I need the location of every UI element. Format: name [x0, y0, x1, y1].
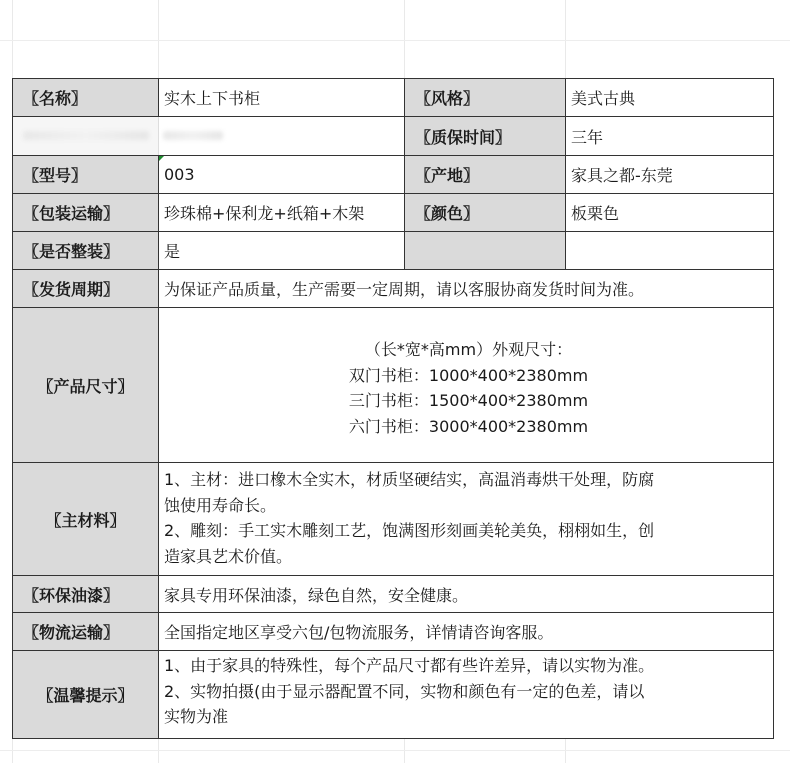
label-logistics: 〖物流运输〗 [13, 613, 159, 650]
value-material [159, 463, 773, 575]
value-color: 板栗色 [566, 194, 773, 231]
value-style: 美式古典 [566, 79, 773, 116]
label-tips: 〖温馨提示〗 [13, 651, 159, 738]
table-row [13, 308, 773, 463]
material-line: 2、雕刻：手工实木雕刻工艺，饱满图形刻画美轮美奂，栩栩如生，创 [164, 521, 655, 540]
table-row [13, 576, 773, 613]
cell-marker [159, 156, 164, 161]
label-packaging: 〖包装运输〗 [13, 194, 159, 231]
material-line: 蚀使用寿命长。 [164, 495, 277, 515]
label-color: 〖颜色〗 [405, 194, 566, 231]
value-shipping-cycle: 为保证产品质量，生产需要一定周期，请以客服协商发货时间为准。 [159, 270, 773, 307]
table-row [13, 651, 773, 738]
tips-line: 实物为准 [164, 707, 229, 726]
value-dimensions [159, 308, 773, 462]
table-row [13, 613, 773, 651]
label-model: 〖型号〗 [13, 156, 159, 193]
value-model [159, 156, 405, 193]
table-row [13, 270, 773, 308]
label-dimensions: 〖产品尺寸〗 [13, 308, 159, 462]
material-line: 1、主材：进口橡木全实木，材质坚硬结实，高温消毒烘干处理，防腐 [164, 470, 655, 489]
label-style: 〖风格〗 [405, 79, 566, 116]
value-tips [159, 651, 773, 738]
tips-line: 1、由于家具的特殊性，每个产品尺寸都有些许差异，请以实物为准。 [164, 656, 655, 675]
dimension-line: 六门书柜：3000*400*2380mm [348, 416, 589, 436]
product-spec-table [12, 78, 774, 739]
label-assembled: 〖是否整装〗 [13, 232, 159, 269]
tips-line: 2、实物拍摄(由于显示器配置不同，实物和颜色有一定的色差，请以 [164, 681, 645, 701]
label-shipping-cycle: 〖发货周期〗 [13, 270, 159, 307]
dimension-line: 双门书柜：1000*400*2380mm [348, 365, 589, 385]
label-name: 〖名称〗 [13, 79, 159, 116]
value-logistics: 全国指定地区享受六包/包物流服务，详情请咨询客服。 [159, 613, 773, 650]
table-row [13, 117, 773, 156]
table-row [13, 232, 773, 270]
label-paint: 〖环保油漆〗 [13, 576, 159, 612]
label-warranty: 〖质保时间〗 [405, 117, 566, 155]
value-warranty: 三年 [566, 117, 773, 155]
label-origin: 〖产地〗 [405, 156, 566, 193]
value-model-text: 003 [164, 165, 195, 184]
table-row [13, 79, 773, 117]
dimension-line: 三门书柜：1500*400*2380mm [348, 391, 589, 410]
table-row [13, 463, 773, 576]
value-paint: 家具专用环保油漆，绿色自然，安全健康。 [159, 576, 773, 612]
material-line: 造家具艺术价值。 [164, 546, 293, 566]
label-empty [405, 232, 566, 269]
table-row [13, 156, 773, 194]
value-origin: 家具之都-东莞 [566, 156, 773, 193]
label-material: 〖主材料〗 [13, 463, 159, 575]
redacted-label [13, 117, 159, 155]
table-row [13, 194, 773, 232]
value-assembled: 是 [159, 232, 405, 269]
value-empty [566, 232, 773, 269]
redacted-value [159, 117, 405, 155]
dimension-line: （长*宽*高mm）外观尺寸： [364, 340, 573, 359]
value-name: 实木上下书柜 [159, 79, 405, 116]
value-packaging: 珍珠棉+保利龙+纸箱+木架 [159, 194, 405, 231]
